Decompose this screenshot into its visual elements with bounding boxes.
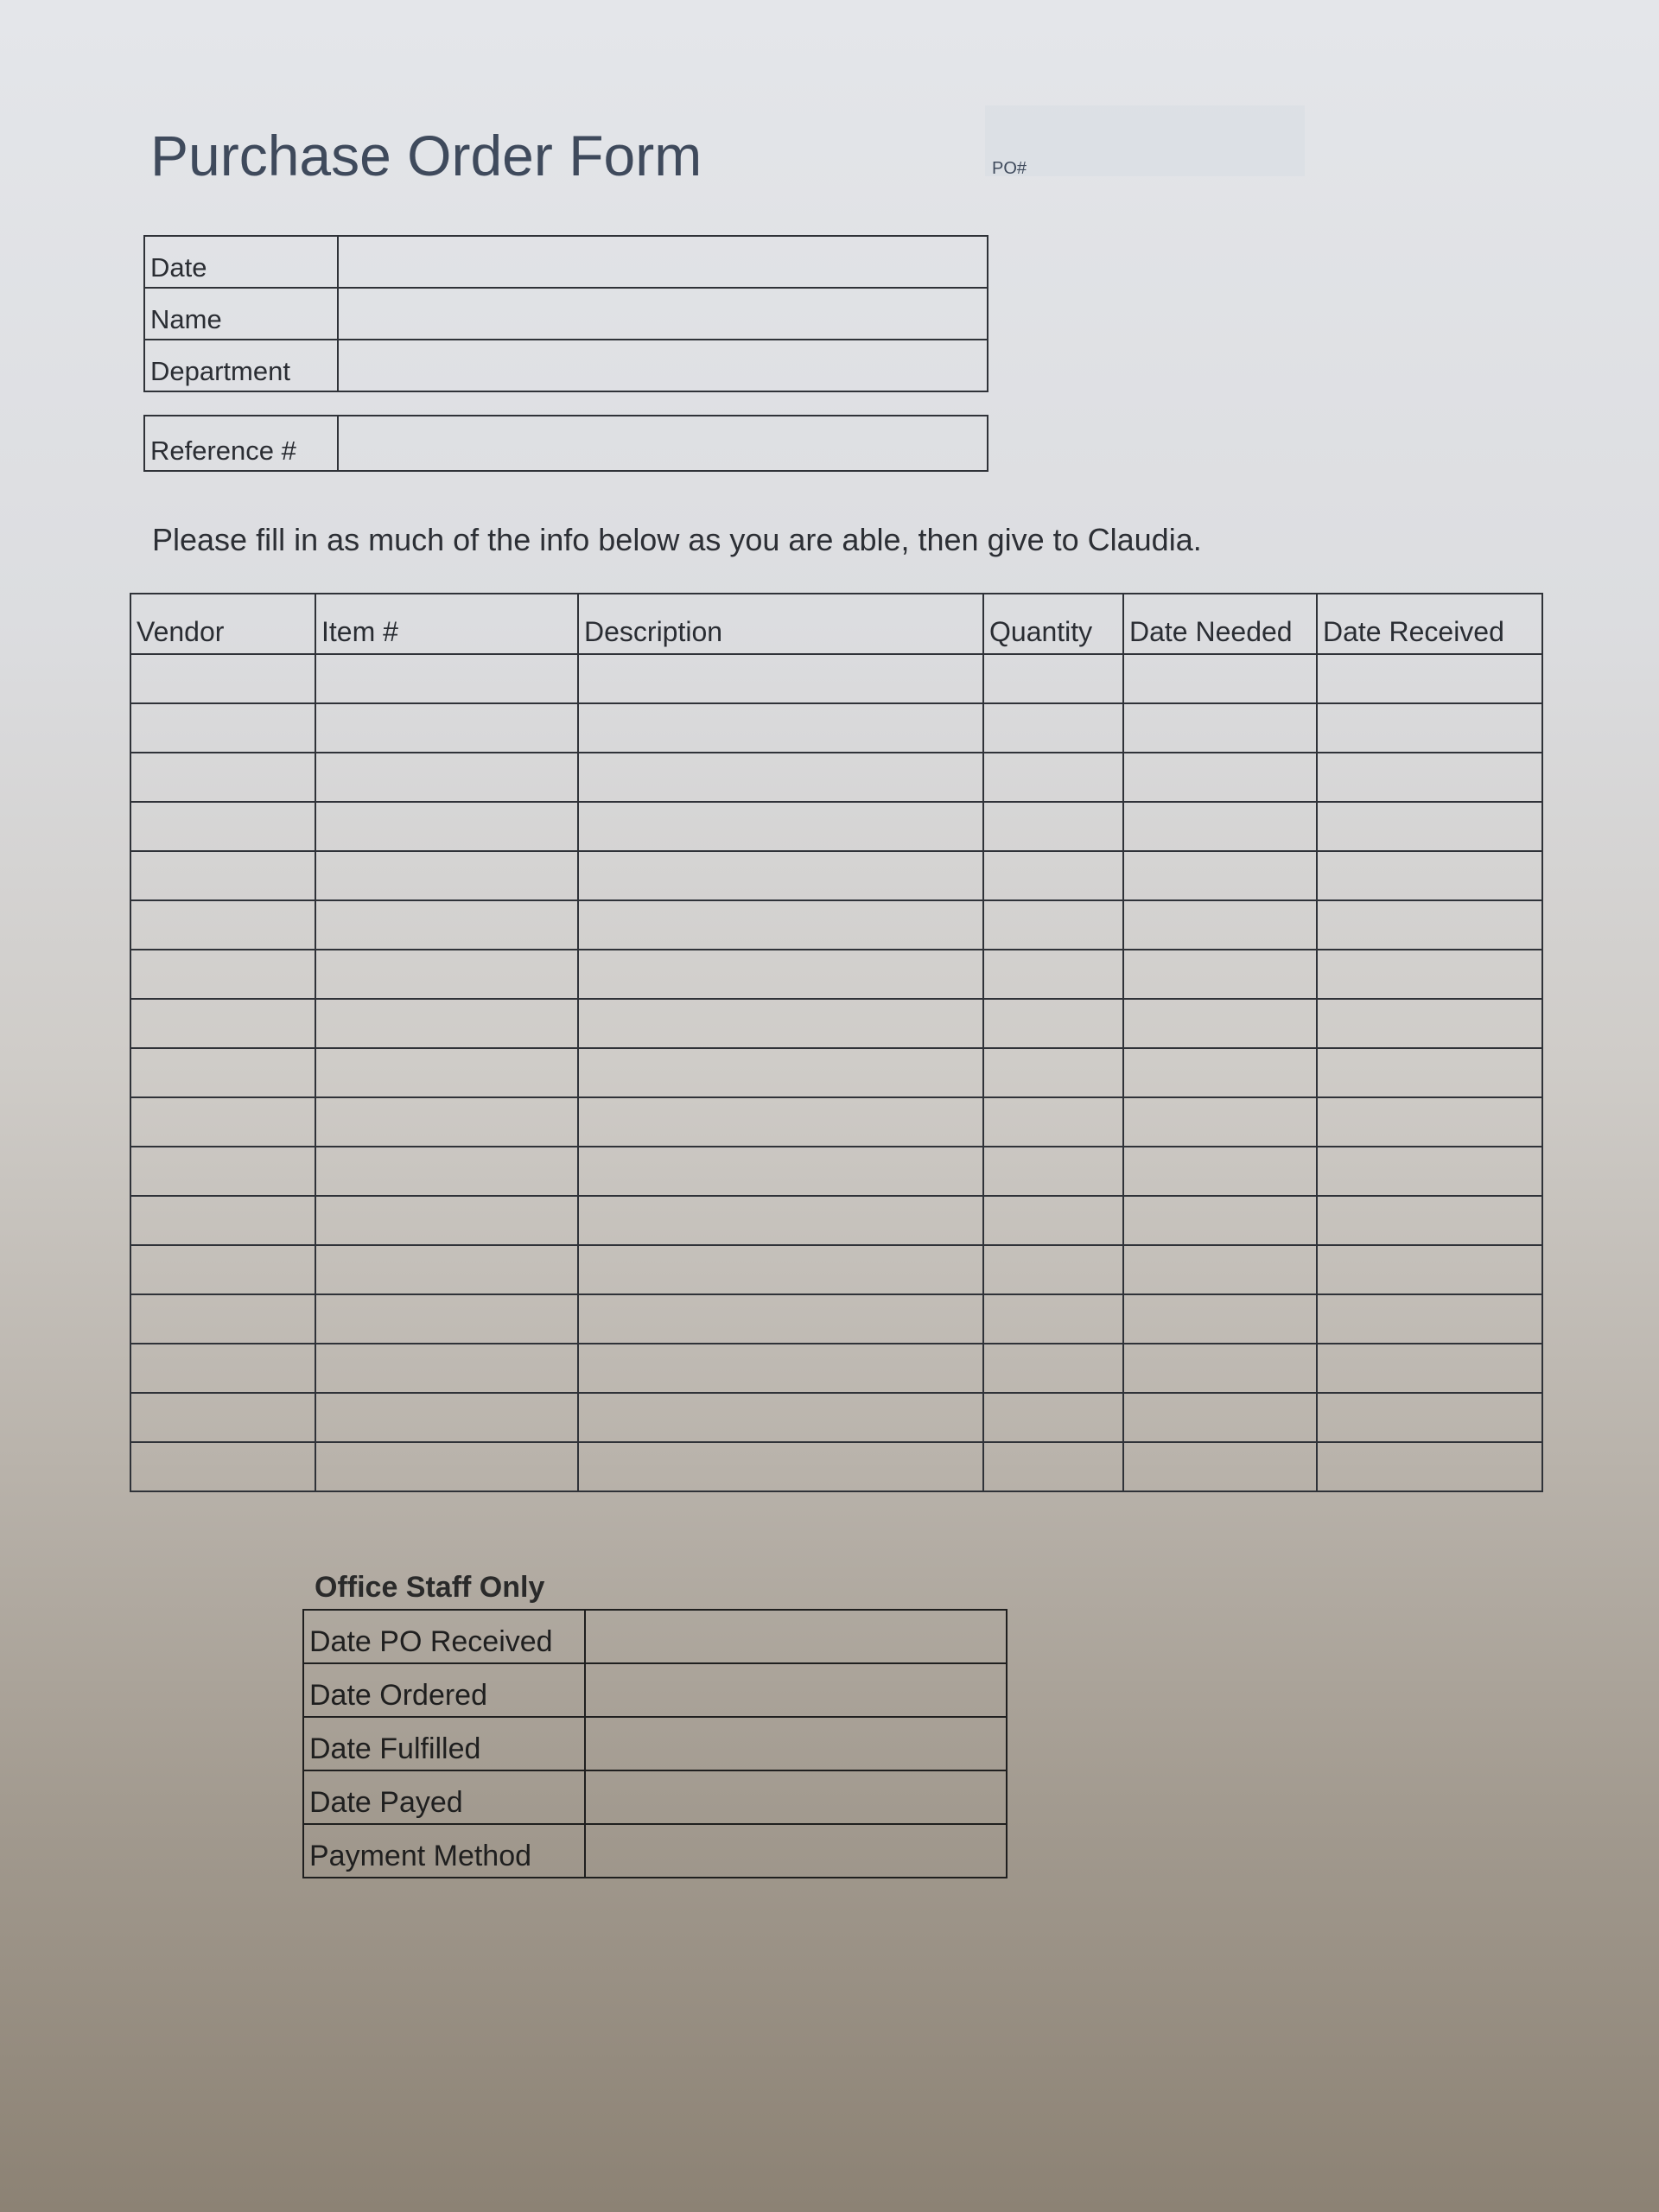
table-cell[interactable] — [315, 1048, 578, 1097]
info-row — [144, 340, 988, 391]
table-cell[interactable] — [983, 1147, 1123, 1196]
table-cell[interactable] — [983, 1245, 1123, 1294]
table-cell[interactable] — [130, 1393, 315, 1442]
table-cell[interactable] — [130, 1147, 315, 1196]
date-fulfilled-field[interactable] — [585, 1717, 1007, 1770]
office-staff-table — [302, 1609, 1007, 1878]
table-cell[interactable] — [1317, 1196, 1542, 1245]
table-cell[interactable] — [315, 802, 578, 851]
table-cell[interactable] — [130, 1442, 315, 1491]
payment-method-field[interactable] — [585, 1824, 1007, 1878]
table-cell[interactable] — [578, 900, 983, 950]
office-staff-heading: Office Staff Only — [315, 1571, 545, 1604]
table-cell[interactable] — [315, 851, 578, 900]
table-cell[interactable] — [1123, 999, 1317, 1048]
table-row — [130, 1196, 1542, 1245]
table-cell[interactable] — [130, 654, 315, 703]
table-cell[interactable] — [130, 1294, 315, 1344]
table-cell[interactable] — [578, 1393, 983, 1442]
po-number-label: PO# — [992, 159, 1027, 178]
table-cell[interactable] — [983, 753, 1123, 802]
table-cell[interactable] — [1123, 1442, 1317, 1491]
table-cell[interactable] — [578, 1344, 983, 1393]
table-cell[interactable] — [1123, 1097, 1317, 1147]
table-cell[interactable] — [315, 900, 578, 950]
table-cell[interactable] — [315, 703, 578, 753]
table-cell[interactable] — [1123, 851, 1317, 900]
table-cell[interactable] — [130, 851, 315, 900]
table-cell[interactable] — [1317, 950, 1542, 999]
table-cell[interactable] — [983, 654, 1123, 703]
office-row — [303, 1824, 1007, 1878]
table-cell[interactable] — [1317, 851, 1542, 900]
table-cell[interactable] — [315, 1097, 578, 1147]
column-header-date-needed: Date Needed — [1123, 594, 1317, 654]
table-cell[interactable] — [315, 1442, 578, 1491]
info-row — [144, 288, 988, 340]
table-cell[interactable] — [130, 703, 315, 753]
table-cell[interactable] — [315, 1196, 578, 1245]
department-field[interactable] — [338, 340, 988, 391]
date-fulfilled-label: Date Fulfilled — [303, 1717, 585, 1770]
reference-label: Reference # — [144, 416, 338, 471]
reference-row — [144, 416, 988, 471]
table-cell[interactable] — [578, 1294, 983, 1344]
table-row — [130, 753, 1542, 802]
table-cell[interactable] — [983, 851, 1123, 900]
table-row — [130, 1048, 1542, 1097]
table-row — [130, 1344, 1542, 1393]
column-header-quantity: Quantity — [983, 594, 1123, 654]
column-header-item-number: Item # — [315, 594, 578, 654]
table-cell[interactable] — [983, 999, 1123, 1048]
table-row — [130, 654, 1542, 703]
table-cell[interactable] — [983, 1442, 1123, 1491]
date-ordered-label: Date Ordered — [303, 1663, 585, 1717]
table-row — [130, 1442, 1542, 1491]
department-label: Department — [144, 340, 338, 391]
table-cell[interactable] — [1317, 1442, 1542, 1491]
table-cell[interactable] — [1317, 1294, 1542, 1344]
table-cell[interactable] — [578, 802, 983, 851]
office-row — [303, 1770, 1007, 1824]
po-number-field[interactable] — [985, 105, 1305, 176]
table-row — [130, 999, 1542, 1048]
table-cell[interactable] — [130, 802, 315, 851]
table-cell[interactable] — [1317, 1048, 1542, 1097]
table-cell[interactable] — [1123, 654, 1317, 703]
table-cell[interactable] — [983, 802, 1123, 851]
table-cell[interactable] — [315, 1393, 578, 1442]
table-cell[interactable] — [130, 753, 315, 802]
instructions-text: Please fill in as much of the info below as you are able, then give to Claudia. — [152, 522, 1202, 557]
table-row — [130, 1097, 1542, 1147]
table-cell[interactable] — [983, 1393, 1123, 1442]
table-cell[interactable] — [315, 1245, 578, 1294]
table-cell[interactable] — [315, 1294, 578, 1344]
table-row — [130, 950, 1542, 999]
table-cell[interactable] — [1123, 802, 1317, 851]
table-cell[interactable] — [1317, 900, 1542, 950]
name-field[interactable] — [338, 288, 988, 340]
table-cell[interactable] — [1123, 1147, 1317, 1196]
date-po-received-label: Date PO Received — [303, 1610, 585, 1663]
table-cell[interactable] — [1317, 999, 1542, 1048]
table-cell[interactable] — [1317, 1097, 1542, 1147]
column-header-vendor: Vendor — [130, 594, 315, 654]
table-cell[interactable] — [1317, 654, 1542, 703]
items-header-row — [130, 594, 1542, 654]
table-cell[interactable] — [315, 753, 578, 802]
table-cell[interactable] — [578, 654, 983, 703]
table-cell[interactable] — [130, 1196, 315, 1245]
table-cell[interactable] — [315, 1147, 578, 1196]
table-cell[interactable] — [315, 1344, 578, 1393]
reference-table — [143, 415, 988, 472]
table-cell[interactable] — [1317, 802, 1542, 851]
table-cell[interactable] — [578, 1147, 983, 1196]
table-cell[interactable] — [130, 1097, 315, 1147]
column-header-date-received: Date Received — [1317, 594, 1542, 654]
table-cell[interactable] — [1123, 753, 1317, 802]
date-label: Date — [144, 236, 338, 288]
items-table — [130, 593, 1543, 1492]
table-row — [130, 900, 1542, 950]
table-row — [130, 1294, 1542, 1344]
items-body — [130, 654, 1542, 1491]
table-cell[interactable] — [1123, 1393, 1317, 1442]
table-cell[interactable] — [130, 999, 315, 1048]
table-cell[interactable] — [1123, 950, 1317, 999]
table-cell[interactable] — [130, 1245, 315, 1294]
payment-method-label: Payment Method — [303, 1824, 585, 1878]
name-label: Name — [144, 288, 338, 340]
table-cell[interactable] — [983, 900, 1123, 950]
table-cell[interactable] — [578, 1442, 983, 1491]
table-cell[interactable] — [1123, 1245, 1317, 1294]
date-ordered-field[interactable] — [585, 1663, 1007, 1717]
table-cell[interactable] — [578, 703, 983, 753]
table-cell[interactable] — [578, 851, 983, 900]
table-cell[interactable] — [1123, 1048, 1317, 1097]
table-row — [130, 1393, 1542, 1442]
office-row — [303, 1663, 1007, 1717]
table-row — [130, 802, 1542, 851]
table-cell[interactable] — [983, 1294, 1123, 1344]
table-cell[interactable] — [130, 900, 315, 950]
column-header-description: Description — [578, 594, 983, 654]
office-row — [303, 1717, 1007, 1770]
table-row — [130, 1245, 1542, 1294]
table-cell[interactable] — [1317, 703, 1542, 753]
date-payed-field[interactable] — [585, 1770, 1007, 1824]
table-cell[interactable] — [1123, 1344, 1317, 1393]
table-cell[interactable] — [1317, 1245, 1542, 1294]
table-cell[interactable] — [1317, 753, 1542, 802]
table-row — [130, 851, 1542, 900]
table-cell[interactable] — [1123, 1196, 1317, 1245]
table-row — [130, 703, 1542, 753]
table-cell[interactable] — [983, 1097, 1123, 1147]
table-cell[interactable] — [315, 999, 578, 1048]
requester-info-table — [143, 235, 988, 392]
table-cell[interactable] — [983, 1196, 1123, 1245]
reference-field[interactable] — [338, 416, 988, 471]
table-cell[interactable] — [578, 1196, 983, 1245]
table-cell[interactable] — [578, 1048, 983, 1097]
date-field[interactable] — [338, 236, 988, 288]
table-row — [130, 1147, 1542, 1196]
table-cell[interactable] — [578, 753, 983, 802]
table-cell[interactable] — [983, 1048, 1123, 1097]
table-cell[interactable] — [1317, 1344, 1542, 1393]
date-po-received-field[interactable] — [585, 1610, 1007, 1663]
table-cell[interactable] — [315, 654, 578, 703]
table-cell[interactable] — [315, 950, 578, 999]
table-cell[interactable] — [130, 1344, 315, 1393]
table-cell[interactable] — [130, 950, 315, 999]
table-cell[interactable] — [130, 1048, 315, 1097]
info-row — [144, 236, 988, 288]
table-cell[interactable] — [578, 1245, 983, 1294]
page-title: Purchase Order Form — [150, 124, 702, 188]
table-cell[interactable] — [1317, 1147, 1542, 1196]
office-row — [303, 1610, 1007, 1663]
table-cell[interactable] — [1317, 1393, 1542, 1442]
table-cell[interactable] — [1123, 703, 1317, 753]
table-cell[interactable] — [578, 999, 983, 1048]
table-cell[interactable] — [983, 1344, 1123, 1393]
table-cell[interactable] — [578, 950, 983, 999]
table-cell[interactable] — [1123, 900, 1317, 950]
table-cell[interactable] — [1123, 1294, 1317, 1344]
table-cell[interactable] — [983, 950, 1123, 999]
date-payed-label: Date Payed — [303, 1770, 585, 1824]
table-cell[interactable] — [983, 703, 1123, 753]
table-cell[interactable] — [578, 1097, 983, 1147]
